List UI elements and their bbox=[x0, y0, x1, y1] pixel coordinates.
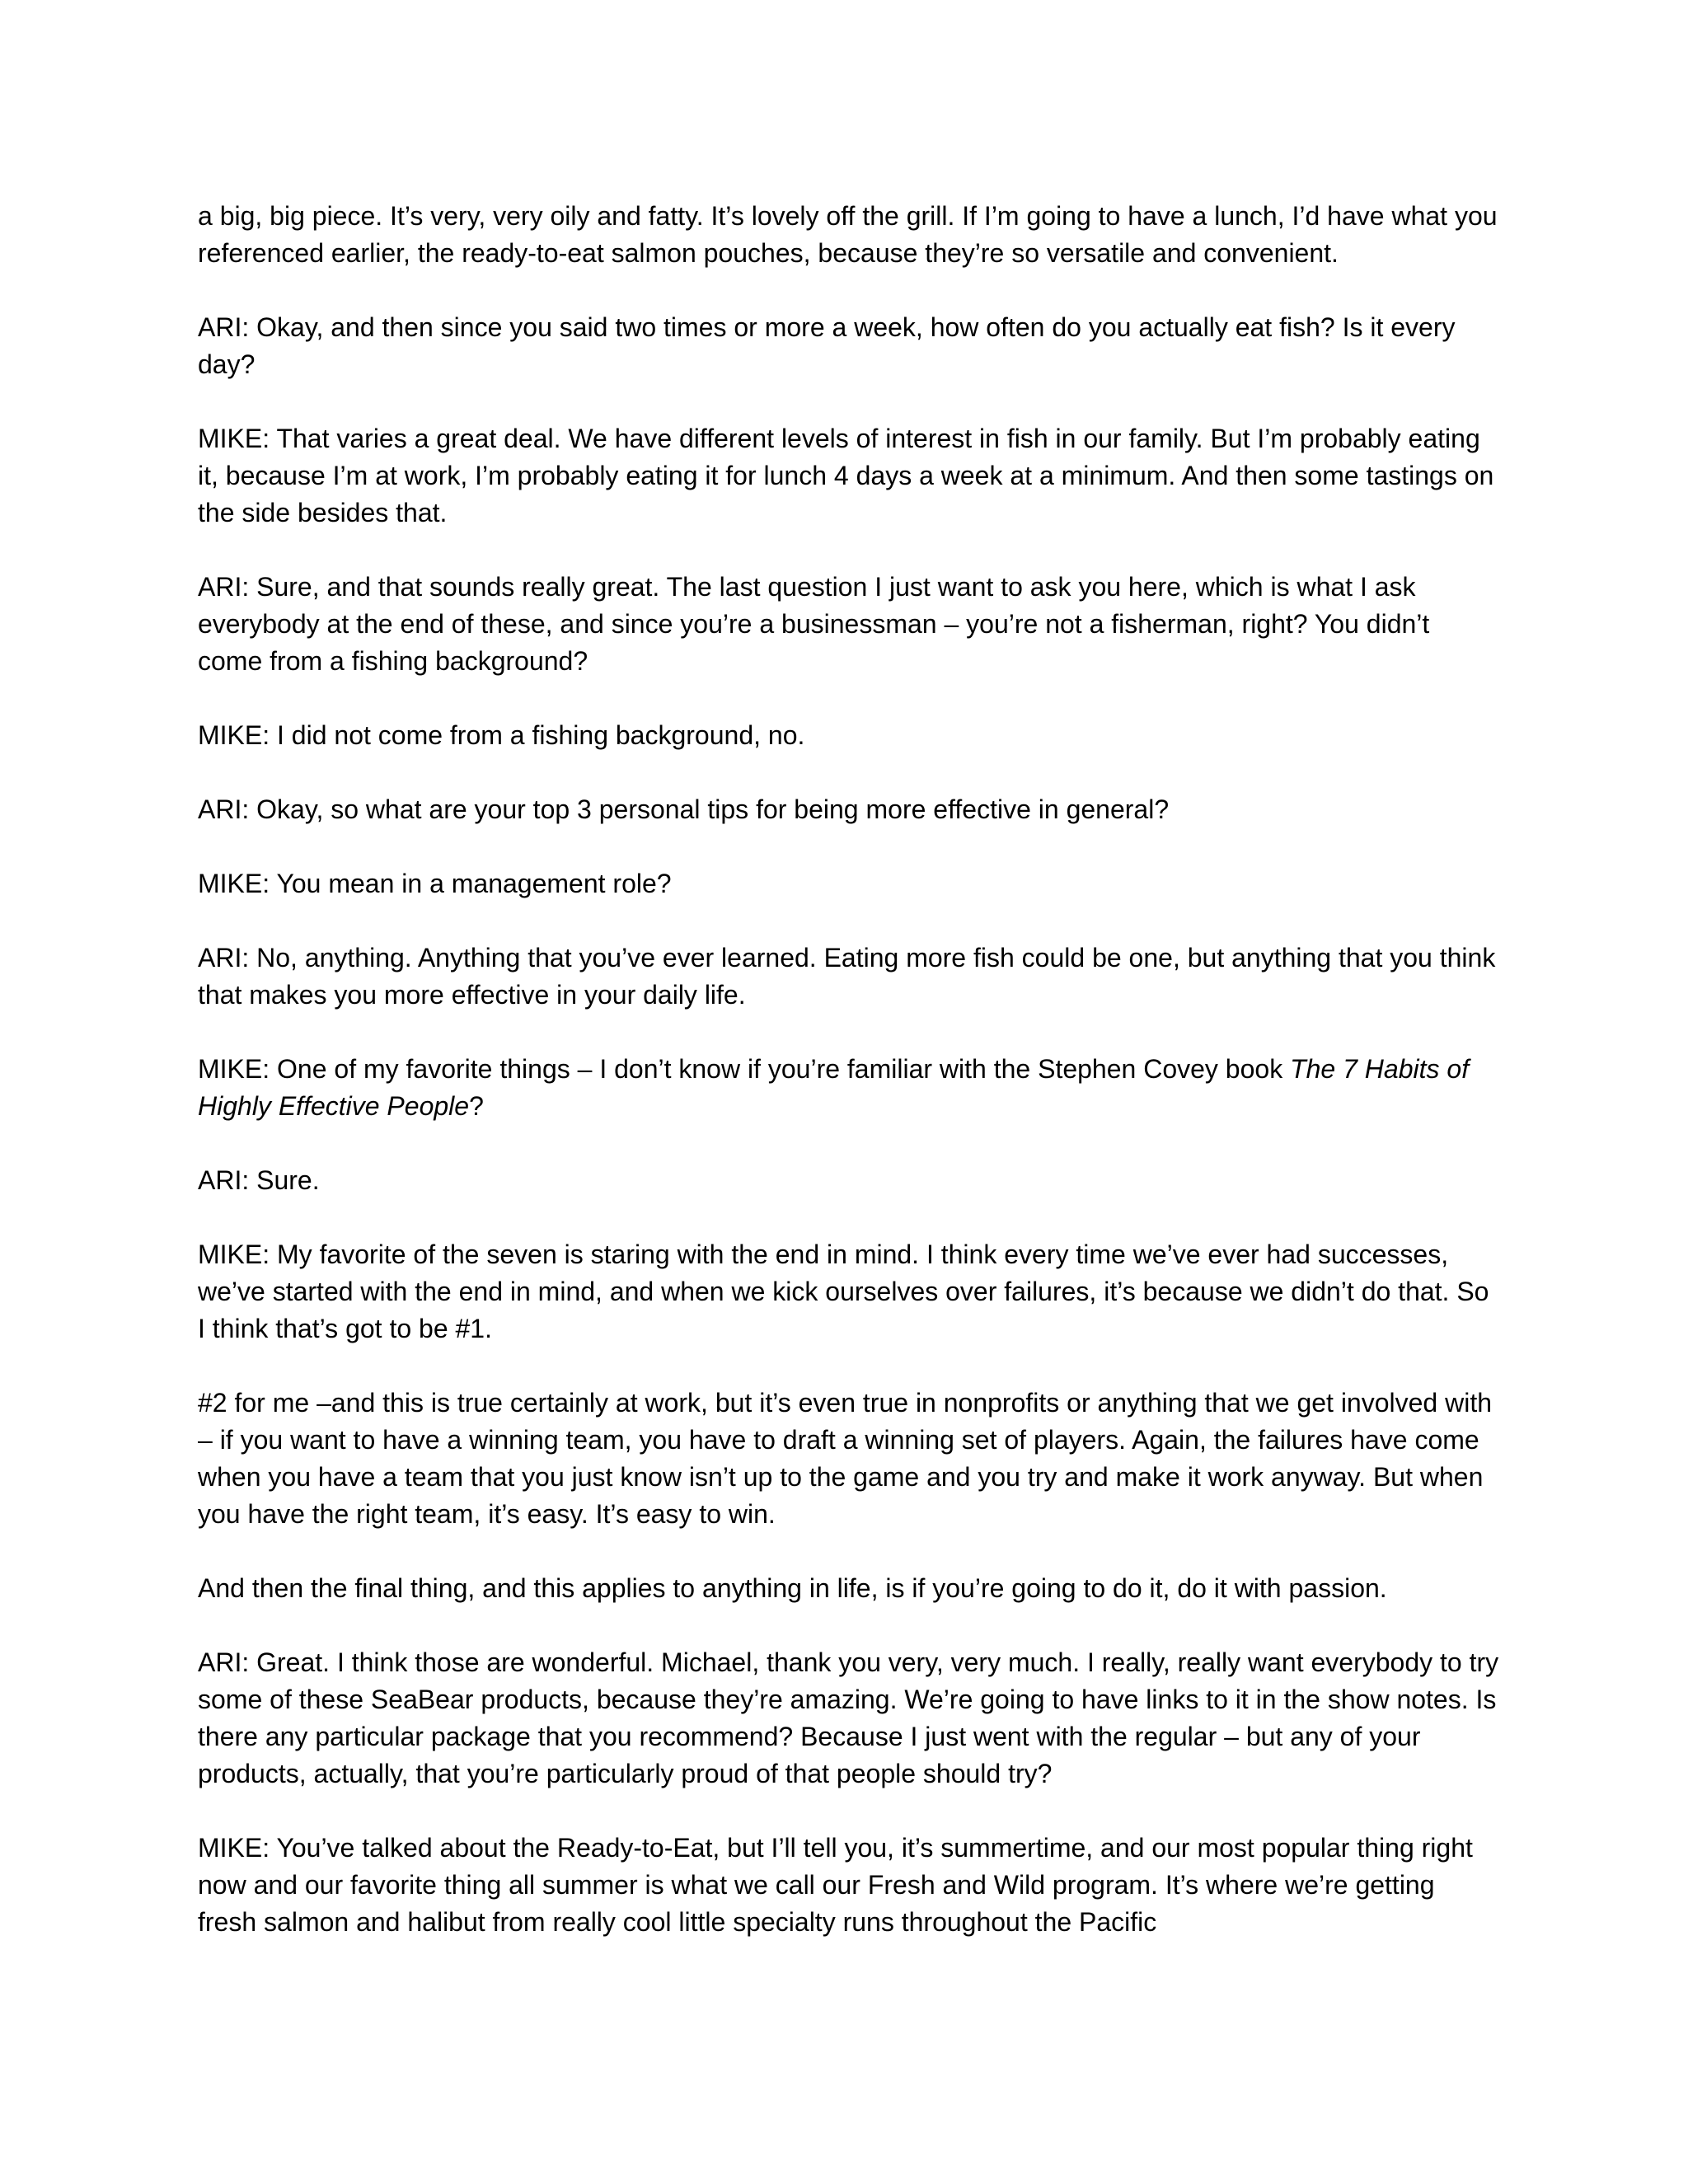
paragraph-4: ARI: Sure, and that sounds really great. The last question I just want to ask you here, which is what I ask everybody at the end of these, and since you’re a businessman – you’re not a fisherman, right? You didn’t come from a fishing background? bbox=[198, 572, 1430, 676]
paragraph-9-text-before: MIKE: One of my favorite things – I don’t know if you’re familiar with the Stephen Covey book bbox=[198, 1054, 1291, 1084]
paragraph-6: ARI: Okay, so what are your top 3 personal tips for being more effective in general? bbox=[198, 794, 1170, 824]
paragraph-13: And then the final thing, and this applies to anything in life, is if you’re going to do it, do it with passion. bbox=[198, 1573, 1387, 1603]
paragraph-15: MIKE: You’ve talked about the Ready-to-Eat, but I’ll tell you, it’s summertime, and our most popular thing right now and our favorite thing all summer is what we call our Fresh and Wild program. It’s where we’re getting fresh salmon and halibut from really cool little specialty runs throughout the Pacific bbox=[198, 1833, 1473, 1937]
paragraph-8: ARI: No, anything. Anything that you’ve ever learned. Eating more fish could be one, but anything that you think that makes you more effective in your daily life. bbox=[198, 943, 1496, 1010]
paragraph-9-text-after: ? bbox=[469, 1091, 484, 1121]
book-title: The 7 Habits of Highly Effective People bbox=[198, 1054, 1470, 1121]
paragraph-11: MIKE: My favorite of the seven is staring with the end in mind. I think every time we’ve ever had successes, we’ve started with the end in mind, and when we kick ourselves over failures, it’s because we didn’t do that. So I think that’s got to be #1. bbox=[198, 1240, 1489, 1343]
paragraph-5: MIKE: I did not come from a fishing background, no. bbox=[198, 720, 805, 750]
document-page bbox=[198, 198, 1500, 1941]
paragraph-3: MIKE: That varies a great deal. We have different levels of interest in fish in our family. But I’m probably eating it, because I’m at work, I’m probably eating it for lunch 4 days a week at a minimum. And then some tastings on the side besides that. bbox=[198, 424, 1494, 527]
paragraph-14: ARI: Great. I think those are wonderful. Michael, thank you very, very much. I really, really want everybody to try some of these SeaBear products, because they’re amazing. We’re going to have links to it in the show notes. Is there any particular package that you recommend? Because I just went with the regular – but any of your products, actually, that you’re particularly proud of that people should try? bbox=[198, 1647, 1499, 1788]
paragraph-12: #2 for me –and this is true certainly at work, but it’s even true in nonprofits or anything that we get involved with – if you want to have a winning team, you have to draft a winning set of players. Again, the failures have come when you have a team that you just know isn’t up to the game and you try and make it work anyway. But when you have the right team, it’s easy. It’s easy to win. bbox=[198, 1388, 1493, 1529]
paragraph-1: a big, big piece. It’s very, very oily and fatty. It’s lovely off the grill. If I’m going to have a lunch, I’d have what you referenced earlier, the ready-to-eat salmon pouches, because they’re so versatile and convenient. bbox=[198, 201, 1498, 268]
paragraph-10: ARI: Sure. bbox=[198, 1165, 320, 1195]
paragraph-9 bbox=[198, 1051, 1500, 1125]
paragraph-2: ARI: Okay, and then since you said two times or more a week, how often do you actually eat fish? Is it every day? bbox=[198, 312, 1456, 379]
paragraph-7: MIKE: You mean in a management role? bbox=[198, 869, 672, 898]
